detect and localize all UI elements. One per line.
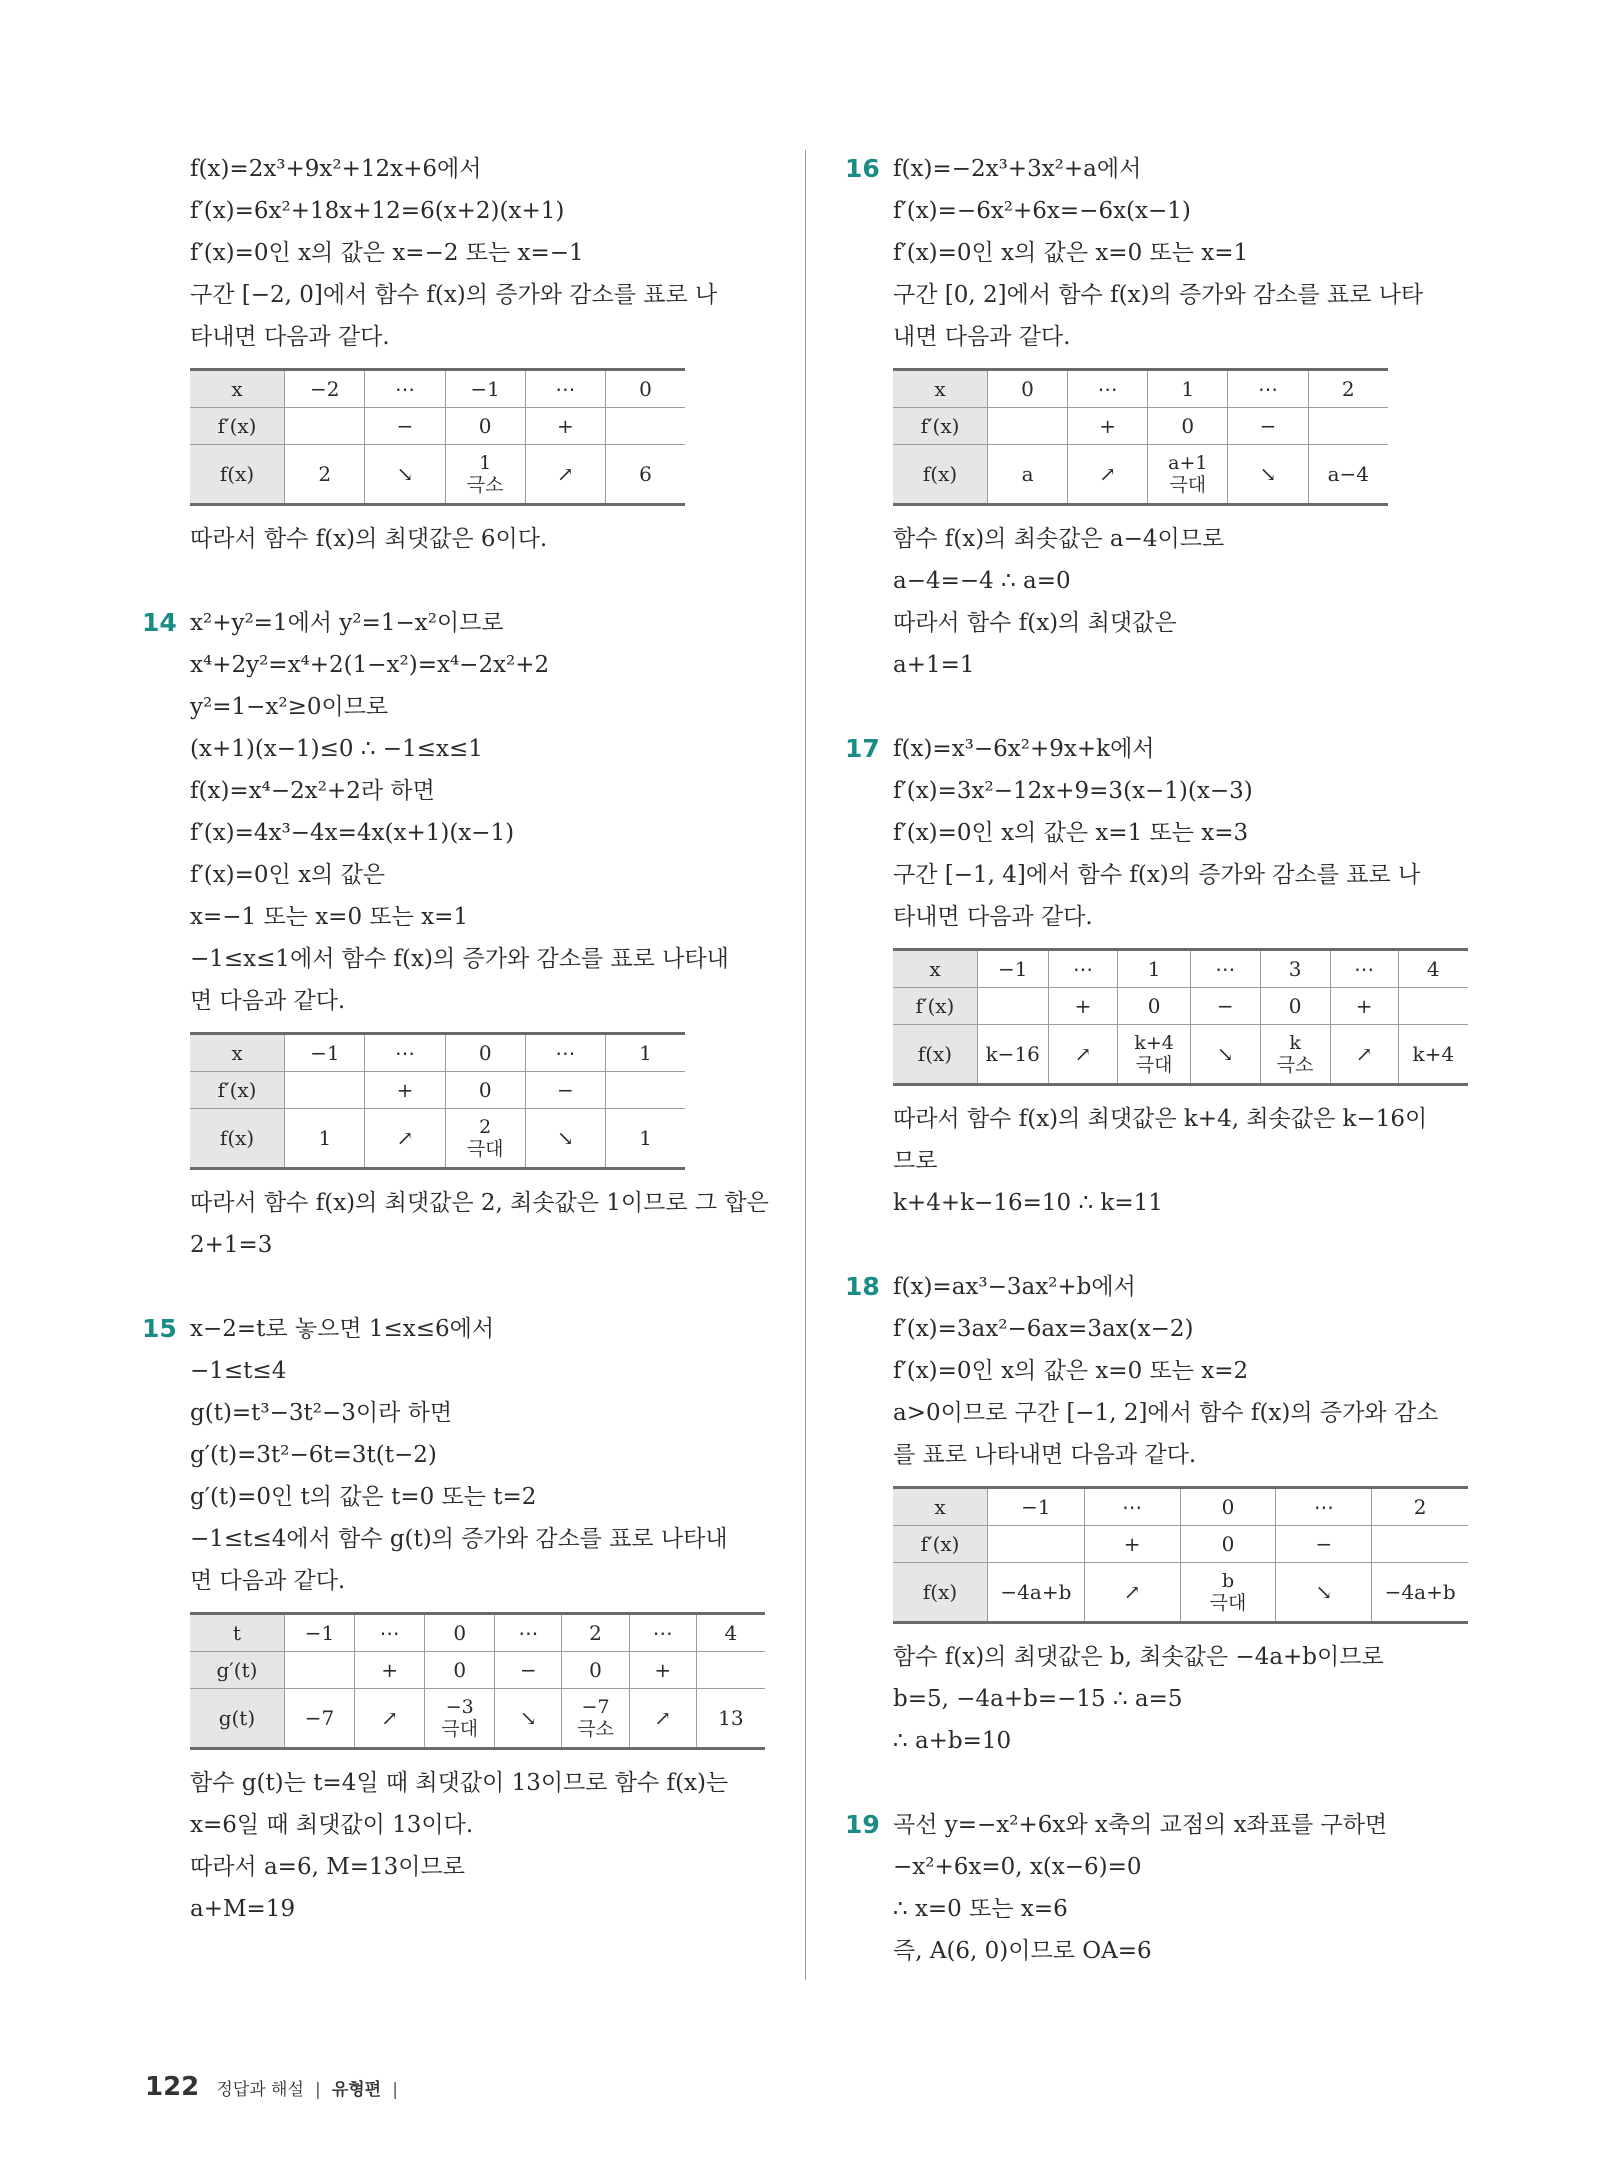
table-cell: − bbox=[495, 1652, 562, 1689]
text-line: 를 표로 나타내면 다음과 같다. bbox=[893, 1442, 1197, 1468]
table-cell: ⋯ bbox=[1084, 1488, 1180, 1526]
text-line: g′(t)=3t²−6t=3t(t−2) bbox=[190, 1442, 437, 1468]
table-cell: f′(x) bbox=[893, 408, 988, 445]
text-line: k+4+k−16=10 ∴ k=11 bbox=[893, 1190, 1163, 1216]
table-cell: 13 bbox=[696, 1689, 765, 1749]
table-cell: 0 bbox=[605, 370, 685, 408]
table-cell: 2 bbox=[1308, 370, 1388, 408]
text-line: 구간 [0, 2]에서 함수 f(x)의 증가와 감소를 표로 나타 bbox=[893, 282, 1424, 308]
table-cell: −1 bbox=[285, 1034, 365, 1072]
table-cell bbox=[1260, 1025, 1330, 1085]
table-cell: −1 bbox=[284, 1614, 354, 1652]
table-cell: ⋯ bbox=[1228, 370, 1308, 408]
table-cell: x bbox=[893, 370, 988, 408]
table-cell: ⋯ bbox=[629, 1614, 696, 1652]
table-cell bbox=[1398, 988, 1468, 1025]
variation-table bbox=[190, 368, 685, 506]
extremum-label: 극대 bbox=[441, 1718, 479, 1740]
table-cell bbox=[285, 408, 365, 445]
page-number: 122 bbox=[145, 2072, 200, 2102]
table-cell: ↗ bbox=[1068, 445, 1148, 505]
table-cell: + bbox=[365, 1072, 445, 1109]
text-line: 내면 다음과 같다. bbox=[893, 324, 1071, 350]
table-cell: 4 bbox=[1398, 950, 1468, 988]
table-cell bbox=[445, 445, 525, 505]
table-cell: f′(x) bbox=[190, 408, 285, 445]
extremum-value: k bbox=[1289, 1032, 1301, 1054]
table-cell: 1 bbox=[285, 1109, 365, 1169]
text-line: 함수 f(x)의 최댓값은 b, 최솟값은 −4a+b이므로 bbox=[893, 1644, 1384, 1670]
text-line: −x²+6x=0, x(x−6)=0 bbox=[893, 1854, 1142, 1880]
table-cell: g′(t) bbox=[190, 1652, 284, 1689]
text-line: b=5, −4a+b=−15 ∴ a=5 bbox=[893, 1686, 1183, 1712]
extremum-label: 극대 bbox=[466, 1138, 504, 1160]
problem-number: 17 bbox=[845, 734, 880, 763]
table-cell: f(x) bbox=[893, 1563, 988, 1623]
table-cell: − bbox=[525, 1072, 605, 1109]
table-cell: 0 bbox=[445, 1034, 525, 1072]
table-cell: −2 bbox=[285, 370, 365, 408]
problem-14 bbox=[142, 602, 785, 1266]
table-cell bbox=[988, 408, 1068, 445]
text-line: 따라서 함수 f(x)의 최댓값은 k+4, 최솟값은 k−16이 bbox=[893, 1106, 1428, 1132]
text-line: ∴ x=0 또는 x=6 bbox=[893, 1896, 1068, 1922]
problem-number: 15 bbox=[142, 1314, 177, 1343]
table-cell: 0 bbox=[562, 1652, 629, 1689]
book-title: 정답과 해설 bbox=[216, 2080, 304, 2100]
text-line: (x+1)(x−1)≤0 ∴ −1≤x≤1 bbox=[190, 736, 483, 762]
table-cell: ⋯ bbox=[1330, 950, 1398, 988]
text-line: g′(t)=0인 t의 값은 t=0 또는 t=2 bbox=[190, 1484, 537, 1510]
table-cell: f(x) bbox=[190, 1109, 285, 1169]
table-cell: ⋯ bbox=[365, 370, 445, 408]
table-cell: + bbox=[1084, 1526, 1180, 1563]
text-line: 구간 [−2, 0]에서 함수 f(x)의 증가와 감소를 표로 나 bbox=[190, 282, 718, 308]
footer-separator: | bbox=[314, 2080, 321, 2100]
table-cell bbox=[1118, 1025, 1190, 1085]
table-cell: − bbox=[1190, 988, 1260, 1025]
footer-separator: | bbox=[392, 2080, 398, 2100]
table-cell bbox=[1308, 408, 1388, 445]
table-cell: 0 bbox=[425, 1652, 495, 1689]
table-cell bbox=[1372, 1526, 1468, 1563]
table-cell: + bbox=[1330, 988, 1398, 1025]
extremum-label: 극대 bbox=[1209, 1592, 1247, 1614]
problem-16 bbox=[845, 148, 1488, 686]
table-cell: ↘ bbox=[495, 1689, 562, 1749]
table-cell: − bbox=[1228, 408, 1308, 445]
text-line: x²+y²=1에서 y²=1−x²이므로 bbox=[190, 610, 504, 636]
table-cell: 3 bbox=[1260, 950, 1330, 988]
table-cell: −1 bbox=[977, 950, 1048, 988]
table-cell: f(x) bbox=[190, 445, 285, 505]
table-cell bbox=[562, 1689, 629, 1749]
variation-table bbox=[190, 1032, 685, 1170]
table-cell: + bbox=[355, 1652, 425, 1689]
text-line: 타내면 다음과 같다. bbox=[893, 904, 1093, 930]
table-cell: 0 bbox=[425, 1614, 495, 1652]
text-line: −1≤t≤4 bbox=[190, 1358, 287, 1384]
table-cell: ↘ bbox=[1190, 1025, 1260, 1085]
table-cell: f(x) bbox=[893, 445, 988, 505]
text-line: f′(x)=3ax²−6ax=3ax(x−2) bbox=[893, 1316, 1194, 1342]
table-cell: ⋯ bbox=[1068, 370, 1148, 408]
problem-number: 18 bbox=[845, 1272, 880, 1301]
extremum-label: 극소 bbox=[1276, 1054, 1314, 1076]
table-cell: ⋯ bbox=[1048, 950, 1118, 988]
table-cell: f′(x) bbox=[893, 1526, 988, 1563]
extremum-label: 극대 bbox=[1135, 1054, 1173, 1076]
text-line: f(x)=x³−6x²+9x+k에서 bbox=[893, 736, 1155, 762]
column-divider bbox=[805, 150, 806, 1980]
table-cell: ⋯ bbox=[355, 1614, 425, 1652]
table-cell: ↘ bbox=[1228, 445, 1308, 505]
problem-17 bbox=[845, 728, 1488, 1224]
table-cell bbox=[1180, 1563, 1276, 1623]
text-line: f′(x)=0인 x의 값은 x=1 또는 x=3 bbox=[893, 820, 1249, 846]
problem-number: 14 bbox=[142, 608, 177, 637]
text-line: −1≤t≤4에서 함수 g(t)의 증가와 감소를 표로 나타내 bbox=[190, 1526, 728, 1552]
table-cell: x bbox=[190, 370, 285, 408]
table-cell: −7 bbox=[284, 1689, 354, 1749]
table-cell: ↗ bbox=[629, 1689, 696, 1749]
intro-solution bbox=[190, 148, 785, 560]
text-line: y²=1−x²≥0이므로 bbox=[190, 694, 389, 720]
table-cell: 0 bbox=[1118, 988, 1190, 1025]
text-line: 따라서 함수 f(x)의 최댓값은 2, 최솟값은 1이므로 그 합은 bbox=[190, 1190, 769, 1216]
extremum-value: b bbox=[1221, 1570, 1235, 1592]
text-line: f′(x)=0인 x의 값은 x=−2 또는 x=−1 bbox=[190, 240, 584, 266]
text-line: 2+1=3 bbox=[190, 1232, 273, 1258]
table-cell: −1 bbox=[445, 370, 525, 408]
text-line: 따라서 a=6, M=13이므로 bbox=[190, 1854, 465, 1880]
text-line: 므로 bbox=[893, 1148, 938, 1174]
extremum-value: a+1 bbox=[1168, 452, 1208, 474]
text-line: 곡선 y=−x²+6x와 x축의 교점의 x좌표를 구하면 bbox=[893, 1812, 1388, 1838]
text-line: a−4=−4 ∴ a=0 bbox=[893, 568, 1071, 594]
table-cell: k+4 bbox=[1398, 1025, 1468, 1085]
table-cell bbox=[605, 408, 685, 445]
text-line: 즉, A(6, 0)이므로 OA=6 bbox=[893, 1938, 1152, 1964]
text-line: f(x)=2x³+9x²+12x+6에서 bbox=[190, 156, 482, 182]
page-footer bbox=[145, 2072, 404, 2102]
table-cell: −1 bbox=[988, 1488, 1085, 1526]
table-cell: ⋯ bbox=[365, 1034, 445, 1072]
table-cell: ↗ bbox=[1048, 1025, 1118, 1085]
table-cell: ↗ bbox=[1084, 1563, 1180, 1623]
text-line: a+M=19 bbox=[190, 1896, 296, 1922]
table-cell: ↘ bbox=[1276, 1563, 1372, 1623]
extremum-label: 극소 bbox=[466, 474, 504, 496]
table-cell: 1 bbox=[1118, 950, 1190, 988]
problem-number: 19 bbox=[845, 1810, 880, 1839]
extremum-value: −7 bbox=[581, 1696, 610, 1718]
table-cell bbox=[284, 1652, 354, 1689]
table-cell: x bbox=[893, 1488, 988, 1526]
table-cell: 1 bbox=[605, 1034, 685, 1072]
table-cell bbox=[605, 1072, 685, 1109]
table-cell: − bbox=[365, 408, 445, 445]
text-line: f(x)=−2x³+3x²+a에서 bbox=[893, 156, 1142, 182]
table-cell: k−16 bbox=[977, 1025, 1048, 1085]
text-line: f′(x)=0인 x의 값은 x=0 또는 x=1 bbox=[893, 240, 1249, 266]
table-cell bbox=[696, 1652, 765, 1689]
table-cell: ↗ bbox=[1330, 1025, 1398, 1085]
table-cell bbox=[977, 988, 1048, 1025]
text-line: a+1=1 bbox=[893, 652, 975, 678]
variation-table bbox=[893, 368, 1388, 506]
text-line: f(x)=x⁴−2x²+2라 하면 bbox=[190, 778, 435, 804]
text-line: x=6일 때 최댓값이 13이다. bbox=[190, 1812, 474, 1838]
problem-18 bbox=[845, 1266, 1488, 1762]
text-line: 구간 [−1, 4]에서 함수 f(x)의 증가와 감소를 표로 나 bbox=[893, 862, 1421, 888]
table-cell: ⋯ bbox=[1190, 950, 1260, 988]
text-line: ∴ a+b=10 bbox=[893, 1728, 1012, 1754]
table-cell: f′(x) bbox=[190, 1072, 285, 1109]
text-line: f′(x)=−6x²+6x=−6x(x−1) bbox=[893, 198, 1191, 224]
text-line: f′(x)=0인 x의 값은 bbox=[190, 862, 386, 888]
table-cell: 0 bbox=[1180, 1488, 1276, 1526]
table-cell bbox=[445, 1109, 525, 1169]
table-cell: 0 bbox=[1180, 1526, 1276, 1563]
table-cell: + bbox=[525, 408, 605, 445]
right-column bbox=[845, 148, 1488, 1972]
table-cell: a−4 bbox=[1308, 445, 1388, 505]
text-line: 면 다음과 같다. bbox=[190, 988, 346, 1014]
table-cell: ⋯ bbox=[525, 370, 605, 408]
table-cell: + bbox=[1048, 988, 1118, 1025]
left-column bbox=[142, 148, 785, 1930]
extremum-value: 1 bbox=[479, 452, 492, 474]
text-line: f′(x)=6x²+18x+12=6(x+2)(x+1) bbox=[190, 198, 565, 224]
text-line: x−2=t로 놓으면 1≤x≤6에서 bbox=[190, 1316, 495, 1342]
text-line: 면 다음과 같다. bbox=[190, 1568, 346, 1594]
table-cell: x bbox=[893, 950, 977, 988]
extremum-value: −3 bbox=[445, 1696, 474, 1718]
text-line: 함수 g(t)는 t=4일 때 최댓값이 13이므로 함수 f(x)는 bbox=[190, 1770, 729, 1796]
text-line: 함수 f(x)의 최솟값은 a−4이므로 bbox=[893, 526, 1225, 552]
table-cell: 1 bbox=[605, 1109, 685, 1169]
table-cell: − bbox=[1276, 1526, 1372, 1563]
text-line: x=−1 또는 x=0 또는 x=1 bbox=[190, 904, 469, 930]
table-cell: ⋯ bbox=[1276, 1488, 1372, 1526]
table-cell: ↘ bbox=[525, 1109, 605, 1169]
table-cell bbox=[1148, 445, 1228, 505]
table-cell: f′(x) bbox=[893, 988, 977, 1025]
section-name: 유형편 bbox=[331, 2080, 382, 2100]
text-line: 따라서 함수 f(x)의 최댓값은 bbox=[893, 610, 1177, 636]
table-cell: ↗ bbox=[365, 1109, 445, 1169]
table-cell: 2 bbox=[562, 1614, 629, 1652]
table-cell: ⋯ bbox=[525, 1034, 605, 1072]
table-cell: ⋯ bbox=[495, 1614, 562, 1652]
table-cell: f(x) bbox=[893, 1025, 977, 1085]
table-cell: x bbox=[190, 1034, 285, 1072]
text-line: f(x)=ax³−3ax²+b에서 bbox=[893, 1274, 1136, 1300]
text-line: g(t)=t³−3t²−3이라 하면 bbox=[190, 1400, 453, 1426]
table-cell bbox=[988, 1526, 1085, 1563]
extremum-value: k+4 bbox=[1134, 1032, 1174, 1054]
table-cell: t bbox=[190, 1614, 284, 1652]
table-cell: ↗ bbox=[525, 445, 605, 505]
text-line: f′(x)=0인 x의 값은 x=0 또는 x=2 bbox=[893, 1358, 1249, 1384]
variation-table bbox=[190, 1612, 765, 1750]
problem-15 bbox=[142, 1308, 785, 1930]
text-line: x⁴+2y²=x⁴+2(1−x²)=x⁴−2x²+2 bbox=[190, 652, 550, 678]
table-cell: −4a+b bbox=[988, 1563, 1085, 1623]
table-cell bbox=[285, 1072, 365, 1109]
table-cell: ↘ bbox=[365, 445, 445, 505]
table-cell: 1 bbox=[1148, 370, 1228, 408]
table-cell: 6 bbox=[605, 445, 685, 505]
text-line: f′(x)=3x²−12x+9=3(x−1)(x−3) bbox=[893, 778, 1253, 804]
table-cell bbox=[425, 1689, 495, 1749]
table-cell: 0 bbox=[1148, 408, 1228, 445]
text-line: f′(x)=4x³−4x=4x(x+1)(x−1) bbox=[190, 820, 515, 846]
table-cell: + bbox=[1068, 408, 1148, 445]
table-cell: 0 bbox=[445, 1072, 525, 1109]
table-cell: 2 bbox=[1372, 1488, 1468, 1526]
table-cell: 0 bbox=[445, 408, 525, 445]
variation-table bbox=[893, 1486, 1468, 1624]
extremum-label: 극대 bbox=[1169, 474, 1207, 496]
table-cell: 4 bbox=[696, 1614, 765, 1652]
text-line: 타내면 다음과 같다. bbox=[190, 324, 390, 350]
extremum-label: 극소 bbox=[577, 1718, 614, 1740]
table-cell: 0 bbox=[988, 370, 1068, 408]
text-line: −1≤x≤1에서 함수 f(x)의 증가와 감소를 표로 나타내 bbox=[190, 946, 729, 972]
text-line: a>0이므로 구간 [−1, 2]에서 함수 f(x)의 증가와 감소 bbox=[893, 1400, 1439, 1426]
table-cell: 2 bbox=[285, 445, 365, 505]
problem-19 bbox=[845, 1804, 1488, 1972]
table-cell: −4a+b bbox=[1372, 1563, 1468, 1623]
table-cell: + bbox=[629, 1652, 696, 1689]
text-line: 따라서 함수 f(x)의 최댓값은 6이다. bbox=[190, 526, 548, 552]
table-cell: ↗ bbox=[355, 1689, 425, 1749]
variation-table bbox=[893, 948, 1468, 1086]
problem-number: 16 bbox=[845, 154, 880, 183]
table-cell: g(t) bbox=[190, 1689, 284, 1749]
table-cell: 0 bbox=[1260, 988, 1330, 1025]
extremum-value: 2 bbox=[479, 1116, 492, 1138]
table-cell: a bbox=[988, 445, 1068, 505]
